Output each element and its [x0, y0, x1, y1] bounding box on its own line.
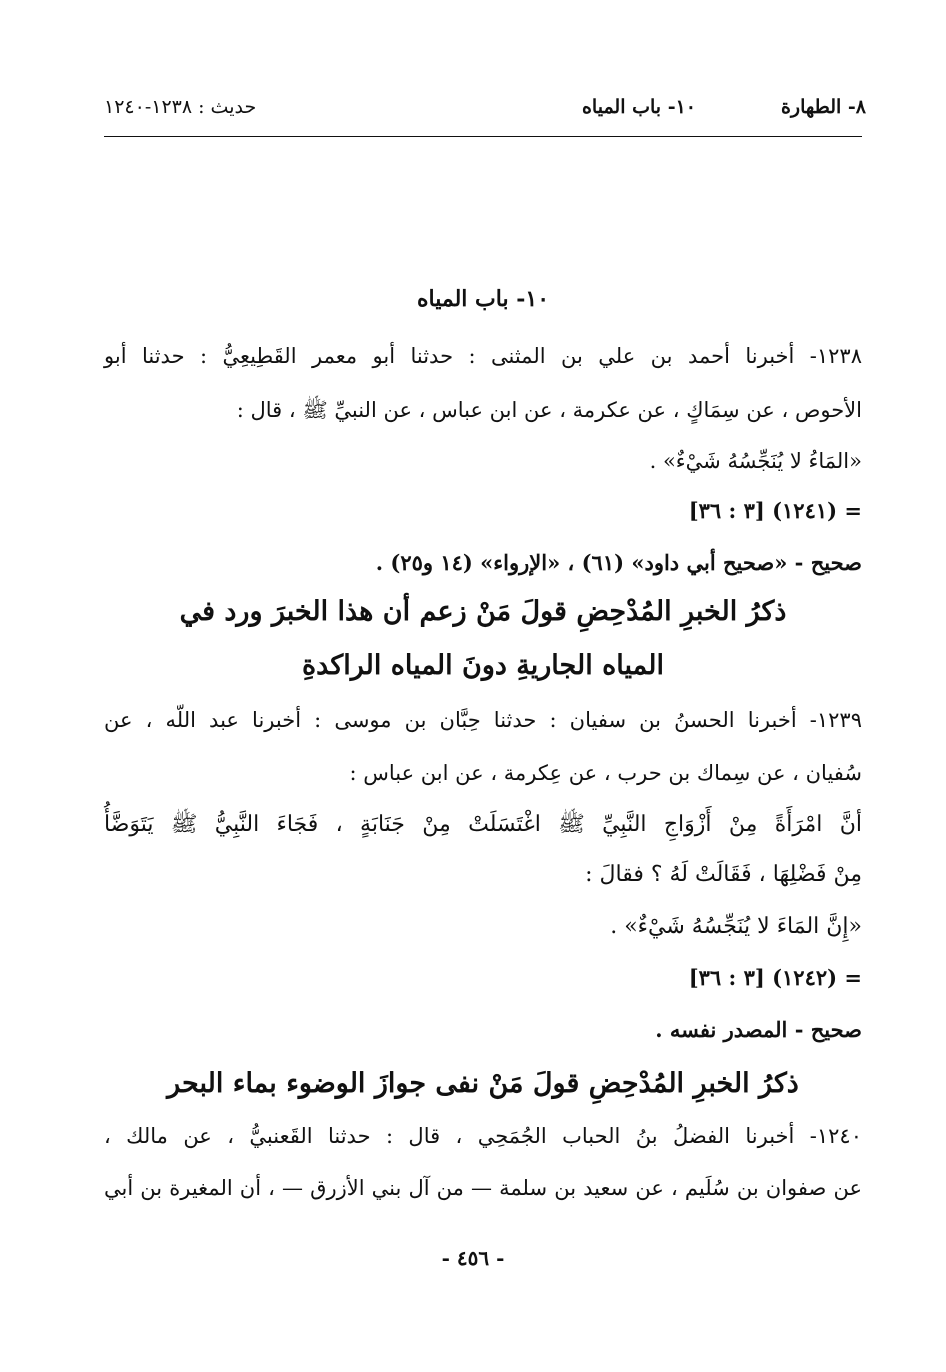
hadith-1239-line-1: ١٢٣٩- أخبرنا الحسنُ بن سفيان : حدثنا حِبَّان بن موسى : أخبرنا عبد اللّه ، عن	[104, 708, 862, 732]
hadith-1239-matn-line-1: أنَّ امْرَأَةً مِنْ أَزْوَاجِ النَّبِيِّ ﷺ اغْتَسَلَتْ مِنْ جَنَابَةٍ ، فَجَاءَ النَّبِيُّ ﷺ يَتَوَضَّأُ	[104, 812, 862, 837]
hadith-1238-grade: صحيح - «صحيح أبي داود» (٦١) ، «الإرواء» (١٤ و٢٥) .	[375, 550, 862, 575]
hadith-1238-matn: «المَاءُ لا يُنَجِّسُهُ شَيْءٌ» .	[649, 449, 862, 473]
hadith-1239-grade: صحيح - المصدر نفسه .	[655, 1017, 862, 1042]
hadith-1239-reference: = (١٢٤٢) [٣ : ٣٦]	[688, 965, 862, 990]
section-title: ١٠- باب المياه	[416, 286, 550, 312]
hadith-1238-reference: = (١٢٤١) [٣ : ٣٦]	[688, 498, 862, 523]
hadith-1239-matn-line-2: مِنْ فَضْلِهَا ، فَقَالَتْ لَهُ ؟ فقالَ :	[585, 862, 862, 887]
running-header-section: ١٠- باب المياه	[581, 96, 696, 118]
heading-2: ذكرُ الخبرِ المُدْحِضِ قولَ مَنْ نفى جوازَ الوضوء بماء البحر	[167, 1068, 799, 1099]
heading-1-line-1: ذكرُ الخبرِ المُدْحِضِ قولَ مَنْ زعم أن هذا الخبرَ ورد في	[179, 596, 787, 627]
hadith-1238-line-2: الأحوص ، عن سِمَاكٍ ، عن عكرمة ، عن ابن عباس ، عن النبيِّ ﷺ ، قال :	[236, 398, 862, 422]
heading-1-line-2: المياه الجاريةِ دونَ المياه الراكدةِ	[302, 650, 664, 681]
hadith-1240-line-1: ١٢٤٠- أخبرنا الفضلُ بنُ الحباب الجُمَحِي ، قال : حدثنا القَعنبيُّ ، عن مالك ،	[104, 1124, 862, 1148]
hadith-1239-matn-line-3: «إِنَّ المَاءَ لا يُنَجِّسُهُ شَيْءٌ» .	[610, 914, 862, 939]
running-header-chapter: ٨- الطهارة	[780, 96, 866, 118]
hadith-1238-line-1: ١٢٣٨- أخبرنا أحمد بن علي بن المثنى : حدثنا أبو معمر القَطِيعِيُّ : حدثنا أبو	[104, 344, 862, 368]
running-header-hadith-range: حديث : ١٢٣٨-١٢٤٠	[104, 96, 257, 118]
header-rule	[104, 136, 862, 137]
hadith-1239-line-2: سُفيان ، عن سِماك بن حرب ، عن عِكرمة ، عن ابن عباس :	[349, 761, 862, 785]
page-number: - ٤٥٦ -	[441, 1246, 505, 1270]
hadith-1240-line-2: عن صفوان بن سُلَيم ، عن سعيد بن سلمة — من آل بني الأزرق — ، أن المغيرة بن أبي	[104, 1176, 862, 1200]
